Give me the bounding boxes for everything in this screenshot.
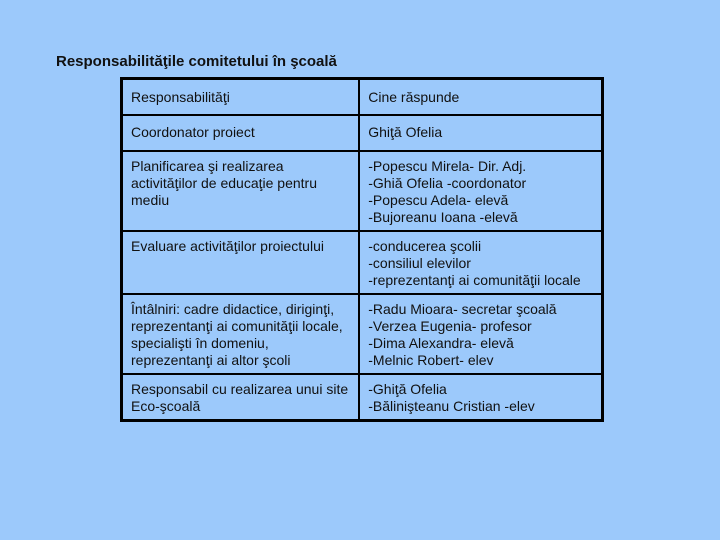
responsibility-cell: Coordonator proiect <box>122 115 359 151</box>
responsible-line: -Melnic Robert- elev <box>368 352 494 368</box>
table-row <box>122 231 602 294</box>
table-header-row <box>122 79 602 115</box>
header-responsibility: Responsabilităţi <box>122 79 359 115</box>
responsible-cell <box>359 231 602 294</box>
responsible-line: -Bălinişteanu Cristian -elev <box>368 398 535 414</box>
responsible-line: -conducerea şcolii <box>368 238 482 254</box>
table-row <box>122 374 602 420</box>
table-row <box>122 115 602 151</box>
table-row <box>122 151 602 231</box>
responsible-cell <box>359 151 602 231</box>
table-row <box>122 294 602 374</box>
responsible-line: -reprezentanţi ai comunităţii locale <box>368 272 581 288</box>
responsible-line: -Radu Mioara- secretar şcoală <box>368 301 557 317</box>
responsible-line: Ghiţă Ofelia <box>368 124 443 140</box>
responsible-line: -Popescu Mirela- Dir. Adj. <box>368 158 527 174</box>
responsible-line: -Ghiţă Ofelia <box>368 381 447 397</box>
responsibility-cell: Evaluare activităţilor proiectului <box>122 231 359 294</box>
responsibility-cell: Planificarea şi realizarea activităţilor de educaţie pentru mediu <box>122 151 359 231</box>
page-title: Responsabilităţile comitetului în şcoală <box>56 53 337 70</box>
responsible-line: -Ghiă Ofelia -coordonator <box>368 175 527 191</box>
responsible-cell <box>359 115 602 151</box>
responsible-cell <box>359 294 602 374</box>
responsible-line: -Dima Alexandra- elevă <box>368 335 514 351</box>
responsible-cell <box>359 374 602 420</box>
responsible-line: -Popescu Adela- elevă <box>368 192 509 208</box>
responsibility-cell: Responsabil cu realizarea unui site Eco-şcoală <box>122 374 359 420</box>
header-responsible: Cine răspunde <box>359 79 602 115</box>
responsible-line: -Bujoreanu Ioana -elevă <box>368 209 518 225</box>
responsible-line: -consiliul elevilor <box>368 255 471 271</box>
responsibilities-table <box>120 77 604 422</box>
responsible-line: -Verzea Eugenia- profesor <box>368 318 532 334</box>
responsibility-cell: Întâlniri: cadre didactice, diriginţi, reprezentanţi ai comunităţii locale, specialişti în domeniu, reprezentanţi ai altor şcoli <box>122 294 359 374</box>
